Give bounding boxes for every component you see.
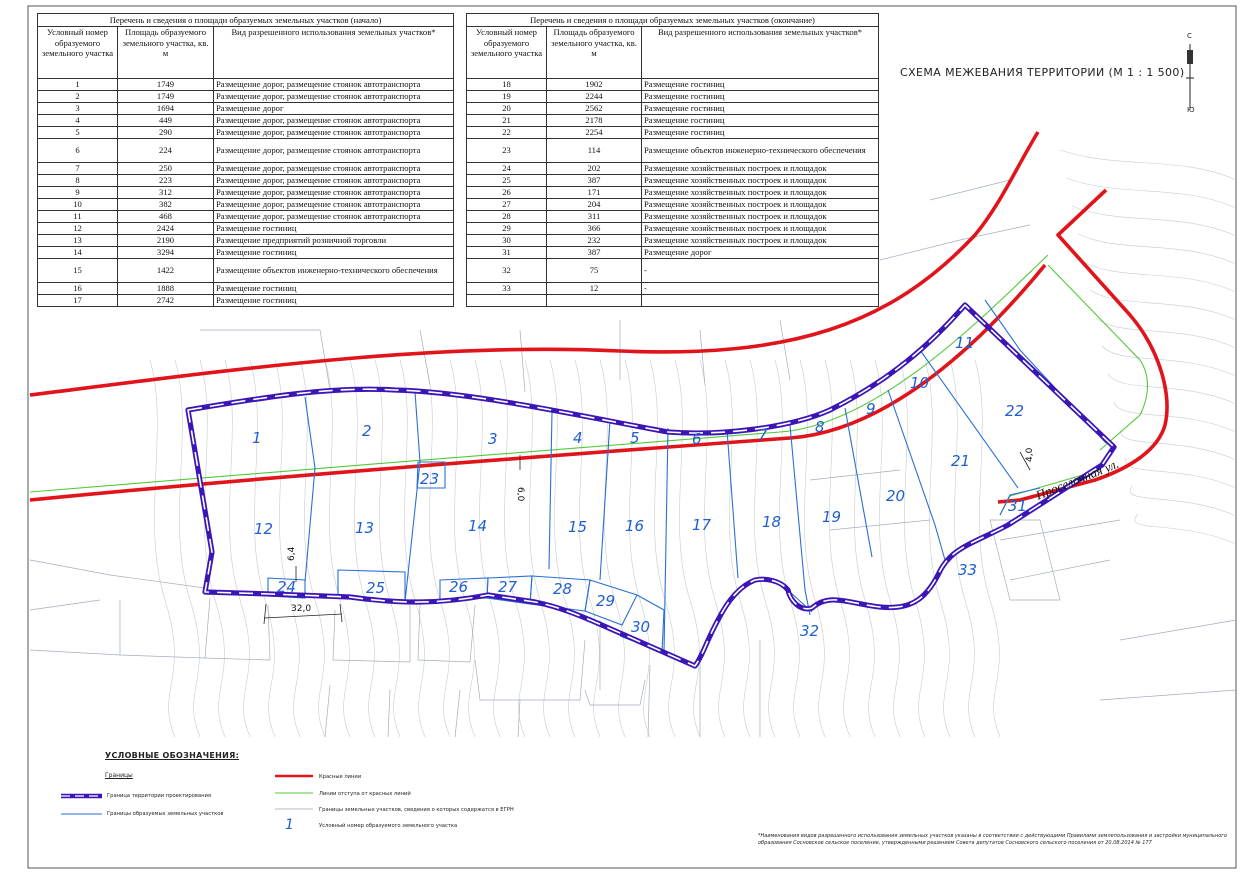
plot-label-26: 26 [449,578,469,596]
cell-number: 17 [38,295,118,307]
contour-line [925,360,950,737]
contour-line [975,360,1000,737]
legend-swatch-plots [59,809,104,819]
contour-line [1078,234,1236,264]
plot-label-19: 19 [822,508,842,526]
cell-area: 12 [547,283,642,295]
legend-boundary-plots: Границы образуемых земельных участков [107,811,224,817]
table-row [467,175,879,187]
cell-number: 13 [38,235,118,247]
contour-line [400,360,425,737]
legend-red-lines: Красные линии [319,774,362,780]
cell-number: 33 [467,283,547,295]
cell-use: Размещение хозяйственных построек и площадок [642,175,879,187]
cell-area: 2562 [547,103,642,115]
legend-boundary-design: Граница территории проектирования [107,793,211,799]
cell-use: Размещение дорог, размещение стоянок автотранспорта [214,199,454,211]
plot-label-14: 14 [468,517,488,535]
plot-label-25: 25 [366,579,386,597]
cell-number: 29 [467,223,547,235]
contour-line [525,360,550,737]
header-number: Условный номер образуемого земельного участка [467,27,547,79]
cell-use: Размещение дорог, размещение стоянок автотранспорта [214,211,454,223]
contour-line [475,360,500,737]
cell-number: 4 [38,115,118,127]
contour-line [750,360,775,737]
red-line-east [998,190,1167,502]
scheme-title: СХЕМА МЕЖЕВАНИЯ ТЕРРИТОРИИ (М 1 : 1 500) [900,66,1185,79]
cell-number: 8 [38,175,118,187]
table-row [467,247,879,259]
plot-label-7: 7 [758,426,768,444]
cell-number: 31 [467,247,547,259]
cell-number: 9 [38,187,118,199]
cell-use: Размещение гостиниц [642,115,879,127]
plot-label-28: 28 [553,580,573,598]
cell-area: 1694 [118,103,214,115]
cell-area: 1749 [118,91,214,103]
cell-area: 3294 [118,247,214,259]
contour-line [600,360,625,737]
compass-south: Ю [1187,106,1195,114]
cell-use: Размещение дорог, размещение стоянок автотранспорта [214,79,454,91]
legend-swatch-boundary [59,791,104,801]
contour-line [1102,346,1236,376]
contour-line [875,360,900,737]
north-arrow [1186,44,1194,108]
plot-label-21: 21 [951,452,971,470]
cell-use: Размещение гостиниц [214,223,454,235]
cell-use: Размещение дорог, размещение стоянок автотранспорта [214,91,454,103]
cell-number: 2 [38,91,118,103]
plot-label-32: 32 [800,622,820,640]
legend-swatch-egrn [273,804,315,814]
contour-line [325,360,350,737]
cell-use: Размещение хозяйственных построек и площадок [642,211,879,223]
cell-use: Размещение дорог, размещение стоянок автотранспорта [214,115,454,127]
table-row [38,247,454,259]
legend-title: УСЛОВНЫЕ ОБОЗНАЧЕНИЯ: [105,751,240,760]
table-caption: Перечень и сведения о площади образуемых земельных участков (окончание) [467,14,879,27]
contour-line [1108,374,1236,404]
plot-label-27: 27 [498,578,518,596]
table-row [467,91,879,103]
contour-line [650,360,675,737]
cell-number: 12 [38,223,118,235]
legend-number-sample: 1 [285,817,294,833]
compass-north: С [1187,32,1192,40]
contour-line [300,360,325,737]
cell-area: 290 [118,127,214,139]
table-row [38,175,454,187]
footnote: *Наименования видов разрешенного использования земельных участков указаны в соответствии с действующими Правилами землепользования и застройки муниципального образования Сосновское сельское поселение, утвержденными решением Совета депутатов Сосновского сельского поселения от 20.08.2014 № 177 [758,833,1227,846]
cell-area: 366 [547,223,642,235]
cell-number: 25 [467,175,547,187]
contour-line [625,360,650,737]
cell-area: 2178 [547,115,642,127]
contour-line [775,360,800,737]
cell-use: Размещение гостиниц [214,283,454,295]
header-area: Площадь образуемого земельного участка, кв. м [547,27,642,79]
cell-use: Размещение дорог, размещение стоянок автотранспорта [214,127,454,139]
contour-line [425,360,450,737]
table-row [467,211,879,223]
cell-area: 1749 [118,79,214,91]
cell-number: 7 [38,163,118,175]
cell-use: - [642,259,879,283]
contour-line [1060,150,1236,180]
cell-area: 2244 [547,91,642,103]
contour-line [250,360,275,737]
table-row [38,115,454,127]
table-row [467,223,879,235]
plot-label-12: 12 [254,520,274,538]
plot-label-29: 29 [596,592,616,610]
plot-label-2: 2 [362,422,372,440]
header-area: Площадь образуемого земельного участка, кв. м [118,27,214,79]
cell-use: Размещение гостиниц [214,295,454,307]
cell-area: 224 [118,139,214,163]
cell-use: Размещение гостиниц [642,91,879,103]
table-row [467,79,879,91]
cell-number: 10 [38,199,118,211]
cell-number: 1 [38,79,118,91]
cell-use: Размещение хозяйственных построек и площадок [642,235,879,247]
legend-egrn: Границы земельных участков, сведения о которых содержатся в ЕГРН [319,807,514,813]
contour-line [1120,430,1236,460]
table-row [467,199,879,211]
plot-label-18: 18 [762,513,782,531]
contour-line [1114,402,1236,432]
cell-area: 2190 [118,235,214,247]
cell-area: 2424 [118,223,214,235]
header-use: Вид разрешенного использования земельных участков* [214,27,454,79]
plot-label-24: 24 [277,578,297,596]
table-row [467,259,879,283]
cell-area: 204 [547,199,642,211]
legend-subtitle: Границы [105,772,133,779]
contour-line [550,360,575,737]
table-row [467,115,879,127]
dimension-d1: 6,0 [515,487,525,502]
cell-use: Размещение дорог [214,103,454,115]
table-row [467,187,879,199]
legend-swatch-setback [273,788,315,798]
plot-label-16: 16 [625,517,645,535]
table-row [467,163,879,175]
plots-table-end [466,13,879,307]
cell-use: Размещение объектов инженерно-технического обеспечения [642,139,879,163]
dimension-d2: 6,4 [287,546,297,561]
cell-area: 382 [118,199,214,211]
table-row [38,211,454,223]
cell-use: Размещение дорог, размещение стоянок автотранспорта [214,163,454,175]
contour-line [1096,318,1236,348]
legend-plot-number: Условный номер образуемого земельного участка [319,823,458,829]
cell-use: - [642,283,879,295]
dimension-d3: 32,0 [291,604,312,614]
cell-number: 21 [467,115,547,127]
cell-area: 468 [118,211,214,223]
cell-area: 202 [547,163,642,175]
plot-label-22: 22 [1005,402,1025,420]
table-row [467,127,879,139]
plot-label-5: 5 [630,429,640,447]
contour-line [1135,514,1236,544]
plot-label-6: 6 [692,430,702,448]
street-label: Проселочная ул. [1033,455,1121,503]
cell-use: Размещение дорог, размещение стоянок автотранспорта [214,139,454,163]
cell-area: 449 [118,115,214,127]
cell-number: 18 [467,79,547,91]
table-row [467,283,879,295]
table-row [38,199,454,211]
cell-use: Размещение гостиниц [642,103,879,115]
contour-line [350,360,375,737]
cell-number: 3 [38,103,118,115]
plot-label-23: 23 [420,470,440,488]
cell-number: 26 [467,187,547,199]
table-row [38,223,454,235]
header-use: Вид разрешенного использования земельных участков* [642,27,879,79]
cell-use: Размещение дорог [642,247,879,259]
cell-use: Размещение гостиниц [214,247,454,259]
table-row [467,139,879,163]
cell-number: 19 [467,91,547,103]
contour-line [450,360,475,737]
cell-area: 250 [118,163,214,175]
cell-use: Размещение хозяйственных построек и площадок [642,199,879,211]
cell-use: Размещение хозяйственных построек и площадок [642,187,879,199]
table-row [38,91,454,103]
contour-line [900,360,925,737]
table-row [38,139,454,163]
cell-use: Размещение предприятий розничной торговли [214,235,454,247]
contour-line [675,360,700,737]
plot-label-17: 17 [692,516,712,534]
cell-area: 2254 [547,127,642,139]
plot-label-15: 15 [568,518,588,536]
cell-area: 171 [547,187,642,199]
cell-number: 11 [38,211,118,223]
cell-use: Размещение хозяйственных построек и площадок [642,223,879,235]
cell-use: Размещение дорог, размещение стоянок автотранспорта [214,187,454,199]
cell-number: 32 [467,259,547,283]
cell-area: 75 [547,259,642,283]
contour-line [500,360,525,737]
contour-line [725,360,750,737]
cell-use: Размещение гостиниц [642,79,879,91]
cell-number: 24 [467,163,547,175]
plot-label-11: 11 [955,334,975,352]
plot-label-4: 4 [573,429,583,447]
cell-number: 28 [467,211,547,223]
table-row [38,127,454,139]
table-row [467,103,879,115]
cell-area: 311 [547,211,642,223]
contour-line [1130,486,1236,516]
contour-line [700,360,725,737]
plot-label-13: 13 [355,519,375,537]
dimension-d4: 4,0 [1025,447,1035,462]
table-caption: Перечень и сведения о площади образуемых земельных участков (начало) [38,14,454,27]
legend [57,745,617,845]
cell-use: Размещение дорог, размещение стоянок автотранспорта [214,175,454,187]
cell-area: 1888 [118,283,214,295]
cell-area: 1422 [118,259,214,283]
table-row [38,295,454,307]
cell-use: Размещение объектов инженерно-технического обеспечения [214,259,454,283]
cell-area: 387 [547,175,642,187]
cell-use: Размещение хозяйственных построек и площадок [642,163,879,175]
legend-setback: Линии отступа от красных линий [319,791,411,797]
plot-label-1: 1 [252,429,262,447]
table-row [38,235,454,247]
contour-line [1072,206,1236,236]
cell-area: 114 [547,139,642,163]
plot-label-10: 10 [910,374,930,392]
cell-area: 2742 [118,295,214,307]
contour-line [1126,458,1236,488]
plot-labels [252,334,1027,640]
cell-number: 15 [38,259,118,283]
cell-area: 223 [118,175,214,187]
cell-number: 16 [38,283,118,295]
plot-label-8: 8 [815,418,825,436]
cell-area: 387 [547,247,642,259]
cell-number: 6 [38,139,118,163]
table-row [467,235,879,247]
table-row [38,79,454,91]
table-row [38,103,454,115]
plot-label-20: 20 [886,487,906,505]
table-row [38,187,454,199]
cell-use: Размещение гостиниц [642,127,879,139]
plot-label-31: 31 [1008,497,1028,515]
contour-line [375,360,400,737]
plot-label-3: 3 [488,430,498,448]
cell-area: 1902 [547,79,642,91]
cell-number: 14 [38,247,118,259]
cell-number: 20 [467,103,547,115]
header-number: Условный номер образуемого земельного участка [38,27,118,79]
table-row [38,259,454,283]
plot-label-33: 33 [958,561,978,579]
cell-area: 232 [547,235,642,247]
plots-table-start [37,13,454,307]
table-row [38,163,454,175]
cell-number: 5 [38,127,118,139]
contour-line [225,360,250,737]
legend-swatch-red [273,771,315,781]
cell-number: 30 [467,235,547,247]
contour-line [150,360,175,737]
cell-number: 27 [467,199,547,211]
plot-label-9: 9 [866,400,876,418]
table-row [38,283,454,295]
cell-number: 22 [467,127,547,139]
cell-area: 312 [118,187,214,199]
plot-label-30: 30 [631,618,651,636]
cell-number: 23 [467,139,547,163]
